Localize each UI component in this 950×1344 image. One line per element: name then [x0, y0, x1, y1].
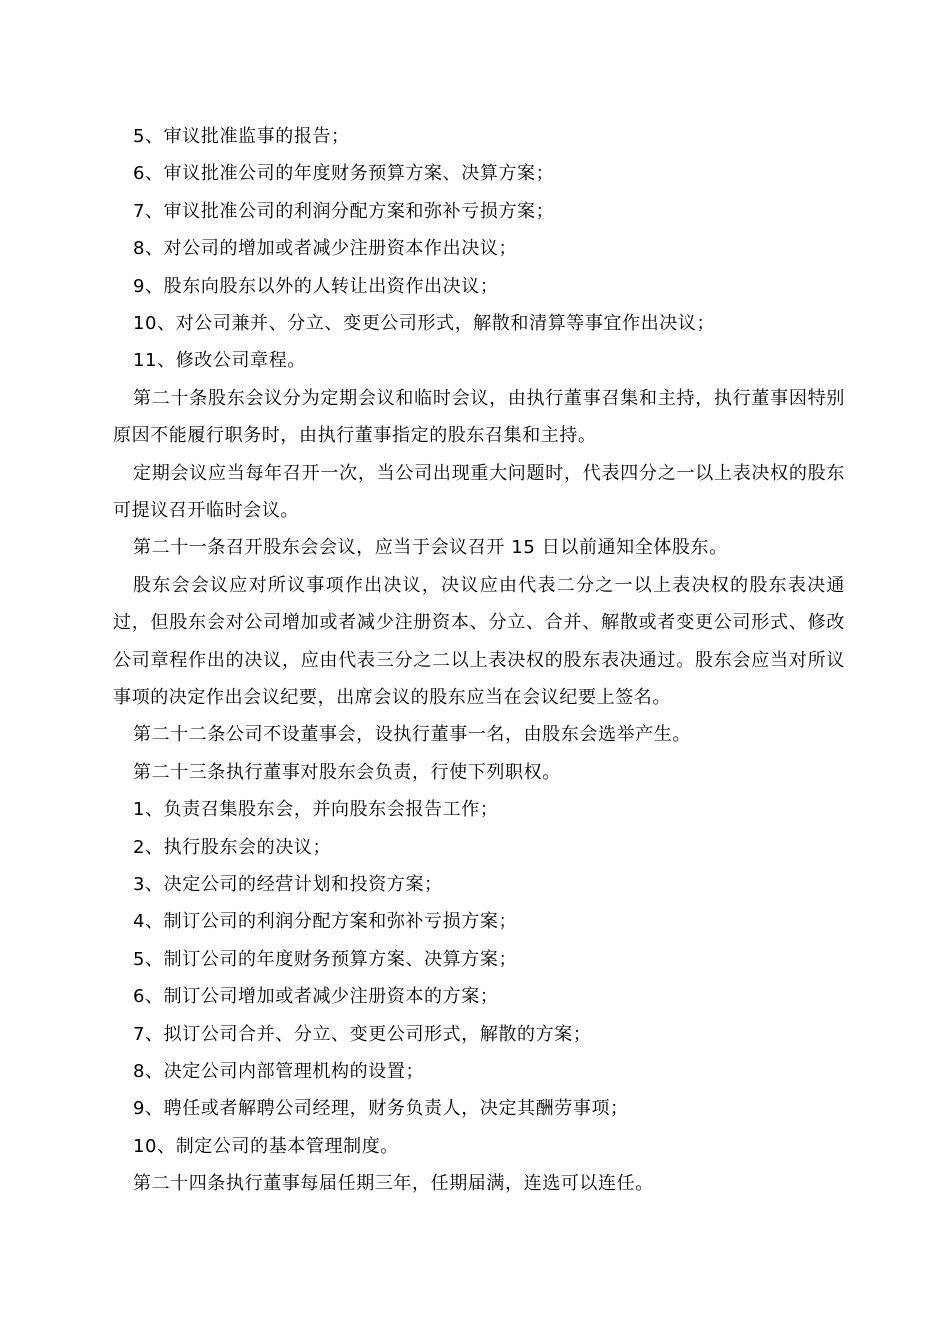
list-item-shareholder-powers-11: 11、修改公司章程。	[133, 350, 306, 372]
list-item-shareholder-powers-8: 8、对公司的增加或者减少注册资本作出决议；	[133, 238, 518, 260]
article-21-paragraph: 第二十一条召开股东会会议，应当于会议召开 15 日以前通知全体股东。	[133, 537, 728, 559]
list-item-shareholder-powers-9: 9、股东向股东以外的人转让出资作出决议；	[133, 275, 499, 297]
list-item-director-powers-7: 7、拟订公司合并、分立、变更公司形式，解散的方案；	[133, 1023, 592, 1045]
list-item-director-powers-9: 9、聘任或者解聘公司经理，财务负责人，决定其酬劳事项；	[133, 1098, 629, 1120]
document-body	[113, 118, 845, 1202]
article-20-paragraph: 第二十条股东会议分为定期会议和临时会议，由执行董事召集和主持，执行董事因特别原因不能履行职务时，由执行董事指定的股东召集和主持。	[113, 387, 845, 447]
list-item-shareholder-powers-6: 6、审议批准公司的年度财务预算方案、决算方案；	[133, 163, 555, 185]
regular-meeting-paragraph: 定期会议应当每年召开一次，当公司出现重大问题时，代表四分之一以上表决权的股东可提议召开临时会议。	[113, 462, 845, 521]
list-item-shareholder-powers-10: 10、对公司兼并、分立、变更公司形式，解散和清算等事宜作出决议；	[133, 312, 716, 334]
article-24-paragraph: 第二十四条执行董事每届任期三年，任期届满，连选可以连任。	[133, 1173, 654, 1195]
article-23-paragraph: 第二十三条执行董事对股东会负责，行使下列职权。	[133, 761, 561, 783]
resolution-rules-paragraph: 股东会会议应对所议事项作出决议，决议应由代表二分之一以上表决权的股东表决通过，但股东会对公司增加或者减少注册资本、分立、合并、解散或者变更公司形式、修改公司章程作出的决议，应由代表三分之二以上表决权的股东表决通过。股东会应当对所议事项的决定作出会议纪要，出席会议的股东应当在会议纪要上签名。	[113, 574, 845, 708]
list-item-director-powers-3: 3、决定公司的经营计划和投资方案；	[133, 873, 443, 895]
list-item-director-powers-5: 5、制订公司的年度财务预算方案、决算方案；	[133, 948, 518, 970]
list-item-director-powers-8: 8、决定公司内部管理机构的设置；	[133, 1060, 425, 1082]
article-22-paragraph: 第二十二条公司不设董事会，设执行董事一名，由股东会选举产生。	[133, 724, 691, 746]
list-item-director-powers-1: 1、负责召集股东会，并向股东会报告工作；	[133, 799, 499, 821]
list-item-director-powers-2: 2、执行股东会的决议；	[133, 836, 332, 858]
list-item-director-powers-4: 4、制订公司的利润分配方案和弥补亏损方案；	[133, 911, 518, 933]
list-item-shareholder-powers-5: 5、审议批准监事的报告；	[133, 126, 350, 147]
list-item-director-powers-10: 10、制定公司的基本管理制度。	[133, 1135, 399, 1157]
list-item-director-powers-6: 6、制订公司增加或者减少注册资本的方案；	[133, 986, 499, 1008]
list-item-shareholder-powers-7: 7、审议批准公司的利润分配方案和弥补亏损方案；	[133, 200, 555, 222]
